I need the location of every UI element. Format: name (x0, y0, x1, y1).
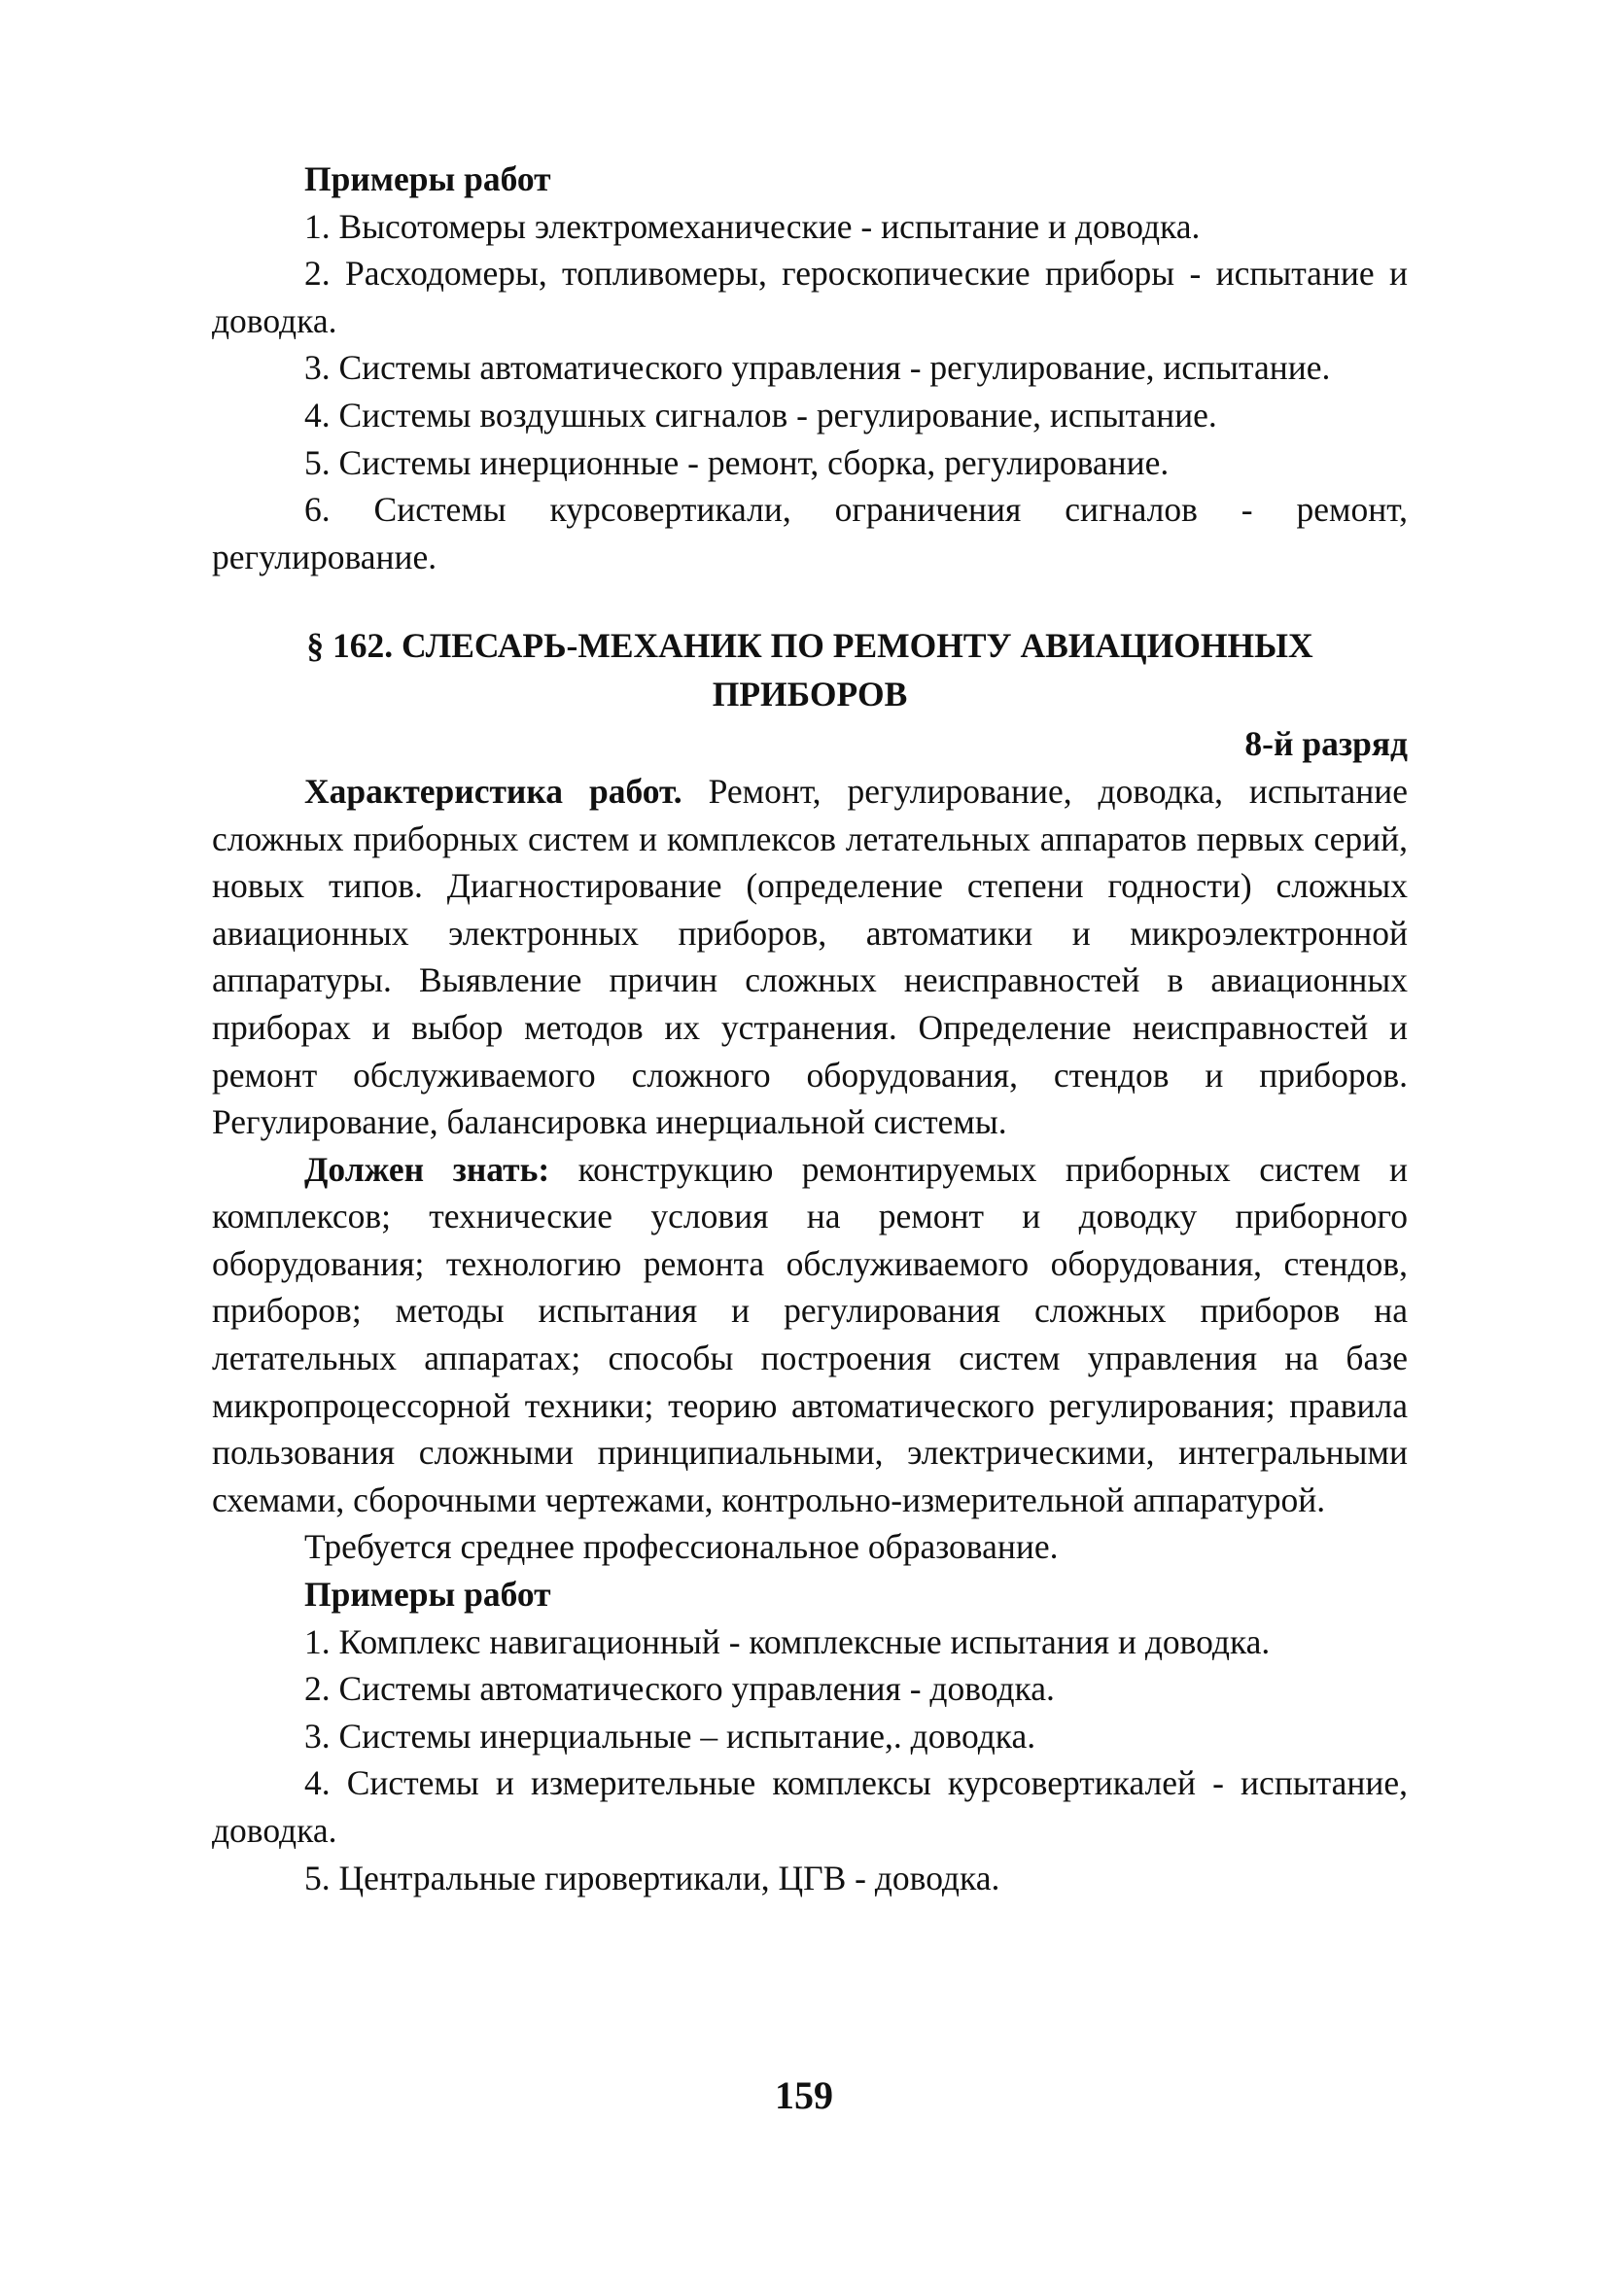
examples-heading: Примеры работ (304, 159, 551, 198)
page-body (212, 156, 1408, 1901)
example-item: 2. Системы автоматического управления - доводка. (304, 1669, 1055, 1709)
example-item: 3. Системы автоматического управления - регулирование, испытание. (304, 348, 1331, 388)
knowledge-text: конструкцию ремонтируемых приборных систем и комплексов; технические условия на ремонт и доводку приборного оборудования; технологию ремонта обслуживаемого оборудования, стендов, приборов; методы испытания и регулирования сложных приборов на летательных аппаратах; способы построения систем управления на базе микропроцессорной техники; теорию автоматического регулирования; правила пользования сложными принципиальными, электрическими, интегральными схемами, сборочными чертежами, контрольно-измерительной аппаратурой. (212, 1149, 1408, 1519)
characteristic-text: Ремонт, регулирование, доводка, испытание сложных приборных систем и комплексов летательных аппаратов первых серий, новых типов. Диагностирование (определение степени годности) сложных авиационных электронных приборов, автоматики и микроэлектронной аппаратуры. Выявление причин сложных неисправностей в авиационных приборах и выбор методов их устранения. Определение неисправностей и ремонт обслуживаемого сложного оборудования, стендов и приборов. Регулирование, балансировка инерциальной системы. (212, 771, 1408, 1142)
example-item: 1. Комплекс навигационный - комплексные испытания и доводка. (304, 1621, 1271, 1661)
grade-label: 8-й разряд (1244, 724, 1408, 764)
example-item: 2. Расходомеры, топливомеры, героскопические приборы - испытание и доводка. (212, 254, 1408, 340)
examples-heading: Примеры работ (304, 1575, 551, 1615)
knowledge-label: Должен знать: (304, 1149, 550, 1189)
example-item: 3. Системы инерциальные – испытание,. доводка. (304, 1716, 1036, 1756)
example-item: 4. Системы и измерительные комплексы курсовертикалей - испытание, доводка. (212, 1763, 1408, 1850)
education-requirement: Требуется среднее профессиональное образование. (304, 1527, 1059, 1567)
example-item: 5. Системы инерционные - ремонт, сборка, регулирование. (304, 442, 1170, 482)
example-item: 1. Высотомеры электромеханические - испытание и доводка. (304, 206, 1201, 246)
knowledge-paragraph (212, 1146, 1408, 1524)
example-item: 4. Системы воздушных сигналов - регулирование, испытание. (304, 395, 1217, 435)
characteristic-paragraph (212, 768, 1408, 1146)
example-item: 5. Центральные гировертикали, ЦГВ - доводка. (304, 1858, 1000, 1897)
page-number: 159 (775, 2073, 833, 2117)
characteristic-label: Характеристика работ. (304, 771, 682, 811)
section-title: § 162. СЛЕСАРЬ-МЕХАНИК ПО РЕМОНТУ АВИАЦИОННЫХ ПРИБОРОВ (306, 626, 1313, 714)
example-item: 6. Системы курсовертикали, ограничения сигналов - ремонт, регулирование. (212, 490, 1408, 576)
